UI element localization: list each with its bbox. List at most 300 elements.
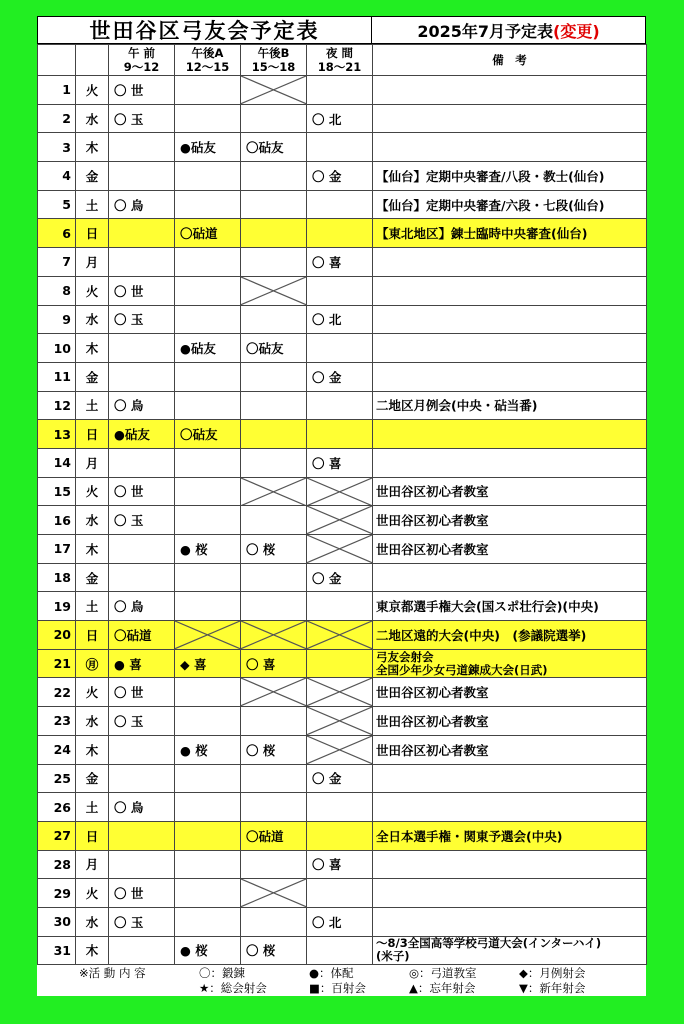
table-row	[38, 621, 647, 650]
slot-am	[109, 592, 175, 621]
closed-mark	[241, 879, 306, 907]
table-row	[38, 563, 647, 592]
slot-night	[307, 793, 373, 822]
slot-pmA	[175, 133, 241, 162]
slot-pmA-text: ●砧友	[180, 140, 216, 156]
slot-am	[109, 535, 175, 564]
slot-am-text: 〇 世	[114, 484, 144, 500]
header-pm-b	[241, 45, 307, 76]
header-blank-day	[38, 45, 76, 76]
note: 世田谷区初心者教室	[373, 506, 647, 535]
day-number: 31	[38, 936, 76, 965]
slot-pmB	[241, 535, 307, 564]
slot-night-text: 〇 喜	[312, 857, 342, 873]
slot-pmA	[175, 850, 241, 879]
slot-night	[307, 907, 373, 936]
day-number: 8	[38, 276, 76, 305]
legend-head: ※活 動 内 容	[79, 966, 146, 980]
slot-night	[307, 535, 373, 564]
day-number: 24	[38, 735, 76, 764]
note: 世田谷区初心者教室	[373, 535, 647, 564]
day-number: 16	[38, 506, 76, 535]
slot-pmB	[241, 391, 307, 420]
slot-pmA	[175, 276, 241, 305]
slot-night	[307, 850, 373, 879]
weekday: 水	[76, 104, 109, 133]
slot-night-text: 〇 金	[312, 771, 342, 787]
slot-am	[109, 621, 175, 650]
weekday: 木	[76, 334, 109, 363]
slot-night	[307, 707, 373, 736]
table-row	[38, 821, 647, 850]
slot-pmA-text: 〇砧道	[180, 226, 218, 242]
slot-pmB	[241, 793, 307, 822]
note-line-1: 弓友会射会	[376, 649, 434, 664]
note: 世田谷区初心者教室	[373, 735, 647, 764]
slot-night	[307, 621, 373, 650]
slot-night	[307, 190, 373, 219]
day-number: 25	[38, 764, 76, 793]
slot-pmA	[175, 563, 241, 592]
slot-pmA	[175, 506, 241, 535]
slot-night-text: 〇 金	[312, 168, 342, 184]
slot-am	[109, 305, 175, 334]
header-blank-weekday	[76, 45, 109, 76]
table-row	[38, 219, 647, 248]
slot-am-text: 〇 世	[114, 283, 144, 299]
table-row	[38, 448, 647, 477]
slot-am-text: 〇 烏	[114, 398, 144, 414]
slot-pmA	[175, 391, 241, 420]
slot-am	[109, 506, 175, 535]
day-number: 29	[38, 879, 76, 908]
weekday: 月	[76, 248, 109, 277]
table-row	[38, 104, 647, 133]
note	[373, 793, 647, 822]
slot-night	[307, 76, 373, 105]
note: 二地区遠的大会(中央) (参議院選挙)	[373, 621, 647, 650]
day-number: 7	[38, 248, 76, 277]
closed-mark	[241, 478, 306, 506]
legend-newyear: ▼：新年射会	[519, 981, 586, 995]
slot-am	[109, 276, 175, 305]
slot-pmA	[175, 362, 241, 391]
weekday: 火	[76, 678, 109, 707]
note-line-2: (米子)	[376, 949, 410, 964]
slot-pmB	[241, 190, 307, 219]
legend-hundred: ■：百射会	[309, 981, 366, 995]
day-number: 23	[38, 707, 76, 736]
day-number: 6	[38, 219, 76, 248]
slot-pmA	[175, 793, 241, 822]
slot-pmA	[175, 104, 241, 133]
slot-am	[109, 563, 175, 592]
closed-mark	[307, 707, 372, 735]
day-number: 2	[38, 104, 76, 133]
slot-pmA	[175, 535, 241, 564]
slot-night	[307, 448, 373, 477]
slot-pmB	[241, 506, 307, 535]
slot-pmB	[241, 334, 307, 363]
slot-night	[307, 936, 373, 965]
slot-am	[109, 248, 175, 277]
weekday: 金	[76, 764, 109, 793]
slot-pmB-text: 〇砧友	[246, 341, 284, 357]
slot-pmA	[175, 162, 241, 191]
slot-night	[307, 162, 373, 191]
slot-am	[109, 678, 175, 707]
table-row	[38, 391, 647, 420]
note	[373, 907, 647, 936]
table-row	[38, 420, 647, 449]
note: 【仙台】定期中央審査/六段・七段(仙台)	[373, 190, 647, 219]
weekday: 水	[76, 305, 109, 334]
note	[373, 305, 647, 334]
page-title: 世田谷区弓友会予定表	[37, 16, 372, 44]
legend-monthly: ◆：月例射会	[519, 966, 586, 980]
slot-pmA	[175, 334, 241, 363]
slot-am	[109, 764, 175, 793]
closed-mark	[307, 535, 372, 563]
note	[373, 879, 647, 908]
slot-pmB	[241, 764, 307, 793]
header-pm-a-time: 12～15	[185, 60, 230, 74]
table-row	[38, 535, 647, 564]
slot-pmB	[241, 477, 307, 506]
header-am-time: 9～12	[123, 60, 160, 74]
slot-night	[307, 678, 373, 707]
day-number: 20	[38, 621, 76, 650]
legend-taihai: ●：体配	[309, 966, 354, 980]
day-number: 10	[38, 334, 76, 363]
closed-mark	[241, 621, 306, 649]
closed-mark	[175, 621, 240, 649]
day-number: 17	[38, 535, 76, 564]
slot-night	[307, 391, 373, 420]
slot-am	[109, 793, 175, 822]
note	[373, 104, 647, 133]
slot-pmB	[241, 248, 307, 277]
weekday: 日	[76, 420, 109, 449]
slot-pmA-text: ●砧友	[180, 341, 216, 357]
weekday: 火	[76, 276, 109, 305]
slot-am-text: 〇 世	[114, 82, 144, 98]
slot-am	[109, 162, 175, 191]
slot-pmB	[241, 76, 307, 105]
slot-night	[307, 248, 373, 277]
slot-pmB-text: 〇砧友	[246, 140, 284, 156]
note: 【東北地区】錬士臨時中央審査(仙台)	[373, 219, 647, 248]
slot-pmB-text: 〇 桜	[246, 742, 276, 758]
note: 【仙台】定期中央審査/八段・教士(仙台)	[373, 162, 647, 191]
slot-am-text: 〇 玉	[114, 312, 144, 328]
closed-mark	[241, 277, 306, 305]
slot-am-text: 〇 烏	[114, 599, 144, 615]
slot-night	[307, 334, 373, 363]
slot-pmA	[175, 219, 241, 248]
slot-pmA	[175, 764, 241, 793]
day-number: 30	[38, 907, 76, 936]
slot-pmA	[175, 248, 241, 277]
header-notes: 備 考	[373, 45, 647, 76]
slot-night-text: 〇 金	[312, 369, 342, 385]
slot-am	[109, 334, 175, 363]
slot-night	[307, 104, 373, 133]
closed-mark	[307, 506, 372, 534]
day-number: 9	[38, 305, 76, 334]
note: 二地区月例会(中央・砧当番)	[373, 391, 647, 420]
closed-mark	[307, 478, 372, 506]
header-night-label: 夜 間	[325, 46, 353, 60]
weekday: 木	[76, 936, 109, 965]
slot-am-text: 〇 玉	[114, 111, 144, 127]
slot-pmA	[175, 477, 241, 506]
slot-am	[109, 649, 175, 678]
legend-yearend: ▲：忘年射会	[409, 981, 476, 995]
note	[373, 649, 647, 678]
slot-night-text: 〇 喜	[312, 254, 342, 270]
slot-am	[109, 362, 175, 391]
slot-am	[109, 850, 175, 879]
slot-pmA	[175, 936, 241, 965]
header-pm-a	[175, 45, 241, 76]
table-row	[38, 879, 647, 908]
slot-pmB	[241, 649, 307, 678]
note	[373, 764, 647, 793]
slot-am	[109, 477, 175, 506]
slot-am-text: 〇 玉	[114, 713, 144, 729]
note	[373, 936, 647, 965]
slot-pmB-text: 〇砧道	[246, 828, 284, 844]
slot-pmB	[241, 362, 307, 391]
slot-pmB	[241, 162, 307, 191]
weekday: 土	[76, 391, 109, 420]
day-number: 21	[38, 649, 76, 678]
slot-am	[109, 821, 175, 850]
header-night	[307, 45, 373, 76]
table-row	[38, 850, 647, 879]
weekday: 火	[76, 76, 109, 105]
slot-night	[307, 821, 373, 850]
table-row	[38, 133, 647, 162]
closed-mark	[241, 76, 306, 104]
slot-pmB	[241, 305, 307, 334]
day-number: 13	[38, 420, 76, 449]
table-row	[38, 793, 647, 822]
slot-night	[307, 420, 373, 449]
closed-mark	[241, 678, 306, 706]
table-row	[38, 276, 647, 305]
day-number: 3	[38, 133, 76, 162]
slot-night	[307, 735, 373, 764]
slot-am	[109, 420, 175, 449]
slot-am	[109, 707, 175, 736]
day-number: 4	[38, 162, 76, 191]
day-number: 15	[38, 477, 76, 506]
slot-pmB	[241, 879, 307, 908]
slot-pmB	[241, 621, 307, 650]
schedule-table	[37, 44, 647, 965]
slot-am-text: 〇 烏	[114, 800, 144, 816]
header-pm-a-label: 午後A	[191, 46, 224, 60]
slot-pmA	[175, 190, 241, 219]
slot-pmA	[175, 649, 241, 678]
slot-am-text: ● 喜	[114, 656, 142, 672]
header-pm-b-time: 15～18	[251, 60, 296, 74]
slot-pmB	[241, 936, 307, 965]
schedule-label: 2025年7月予定表	[417, 21, 554, 41]
slot-pmA	[175, 305, 241, 334]
day-number: 26	[38, 793, 76, 822]
note	[373, 76, 647, 105]
slot-pmB	[241, 592, 307, 621]
weekday: 土	[76, 190, 109, 219]
table-row	[38, 592, 647, 621]
slot-pmA	[175, 420, 241, 449]
slot-pmA	[175, 821, 241, 850]
day-number: 12	[38, 391, 76, 420]
slot-pmB	[241, 707, 307, 736]
slot-am	[109, 76, 175, 105]
weekday: 土	[76, 592, 109, 621]
slot-pmB-text: 〇 桜	[246, 541, 276, 557]
slot-pmA-text: 〇砧友	[180, 427, 218, 443]
legend-training: 〇：鍛錬	[199, 966, 245, 980]
closed-mark	[307, 736, 372, 764]
weekday: 日	[76, 621, 109, 650]
note: 全日本選手権・関東予選会(中央)	[373, 821, 647, 850]
slot-pmB	[241, 133, 307, 162]
slot-night-text: 〇 北	[312, 312, 342, 328]
note	[373, 276, 647, 305]
day-number: 11	[38, 362, 76, 391]
legend-line-1	[37, 965, 646, 980]
slot-pmA	[175, 735, 241, 764]
slot-am	[109, 190, 175, 219]
weekday: 土	[76, 793, 109, 822]
slot-night	[307, 305, 373, 334]
slot-pmA	[175, 448, 241, 477]
slot-night-text: 〇 北	[312, 914, 342, 930]
header-pm-b-label: 午後B	[257, 46, 290, 60]
day-number: 5	[38, 190, 76, 219]
header-night-time: 18～21	[317, 60, 362, 74]
table-row	[38, 907, 647, 936]
slot-pmA	[175, 621, 241, 650]
slot-night	[307, 219, 373, 248]
slot-night-text: 〇 金	[312, 570, 342, 586]
weekday: 木	[76, 735, 109, 764]
weekday: 火	[76, 477, 109, 506]
note	[373, 334, 647, 363]
day-number: 27	[38, 821, 76, 850]
slot-am-text: 〇 世	[114, 886, 144, 902]
slot-pmA	[175, 592, 241, 621]
day-number: 1	[38, 76, 76, 105]
table-row	[38, 707, 647, 736]
slot-pmA	[175, 678, 241, 707]
header-am-label: 午 前	[127, 46, 155, 60]
weekday: 日	[76, 219, 109, 248]
slot-am-text: 〇 烏	[114, 197, 144, 213]
slot-night	[307, 764, 373, 793]
weekday: 金	[76, 162, 109, 191]
note: 世田谷区初心者教室	[373, 678, 647, 707]
slot-pmA-text: ● 桜	[180, 943, 208, 959]
slot-pmB	[241, 850, 307, 879]
note	[373, 850, 647, 879]
table-row	[38, 506, 647, 535]
slot-am	[109, 219, 175, 248]
slot-am	[109, 133, 175, 162]
table-row	[38, 305, 647, 334]
slot-night	[307, 276, 373, 305]
slot-pmA-text: ● 桜	[180, 541, 208, 557]
note	[373, 448, 647, 477]
slot-pmA	[175, 76, 241, 105]
note: 東京都選手権大会(国スポ壮行会)(中央)	[373, 592, 647, 621]
slot-am-text: 〇 世	[114, 685, 144, 701]
legend	[37, 965, 646, 996]
legend-class: ◎：弓道教室	[409, 966, 477, 980]
slot-night	[307, 649, 373, 678]
closed-mark	[307, 621, 372, 649]
slot-pmB	[241, 907, 307, 936]
slot-night-text: 〇 北	[312, 111, 342, 127]
slot-am	[109, 104, 175, 133]
closed-mark	[307, 678, 372, 706]
slot-night	[307, 563, 373, 592]
table-row	[38, 678, 647, 707]
slot-am	[109, 448, 175, 477]
note-line-2: 全国少年少女弓道錬成大会(日武)	[376, 662, 548, 677]
slot-am	[109, 936, 175, 965]
table-row	[38, 649, 647, 678]
weekday: 水	[76, 707, 109, 736]
slot-pmB-text: 〇 喜	[246, 656, 276, 672]
slot-pmB	[241, 735, 307, 764]
day-number: 22	[38, 678, 76, 707]
weekday: 木	[76, 133, 109, 162]
note: 世田谷区初心者教室	[373, 707, 647, 736]
slot-pmB	[241, 563, 307, 592]
weekday: 水	[76, 506, 109, 535]
slot-am-text: 〇 玉	[114, 914, 144, 930]
weekday: ㊊	[76, 649, 109, 678]
table-row	[38, 334, 647, 363]
slot-pmA	[175, 879, 241, 908]
schedule-heading	[372, 16, 646, 44]
weekday: 月	[76, 850, 109, 879]
slot-pmB	[241, 420, 307, 449]
weekday: 火	[76, 879, 109, 908]
table-row	[38, 477, 647, 506]
slot-pmA-text: ● 桜	[180, 742, 208, 758]
table-row	[38, 735, 647, 764]
day-number: 14	[38, 448, 76, 477]
slot-pmA	[175, 707, 241, 736]
slot-night	[307, 879, 373, 908]
slot-night	[307, 362, 373, 391]
slot-am	[109, 907, 175, 936]
table-row	[38, 764, 647, 793]
weekday: 月	[76, 448, 109, 477]
slot-am	[109, 391, 175, 420]
slot-night	[307, 592, 373, 621]
slot-pmA	[175, 907, 241, 936]
column-header-row	[38, 45, 647, 76]
note	[373, 563, 647, 592]
